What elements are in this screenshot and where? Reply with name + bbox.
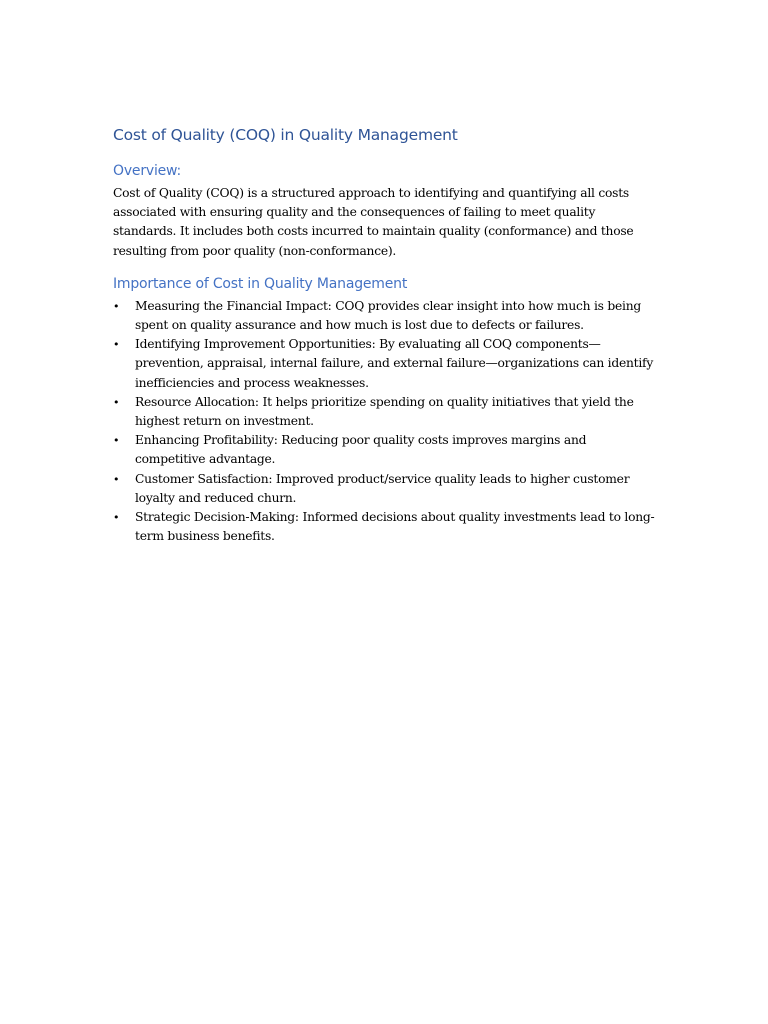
document-title: Cost of Quality (COQ) in Quality Management [113,126,458,144]
list-item-text: Measuring the Financial Impact: COQ provides clear insight into how much is being spent on quality assurance and how much is lost due to defects or failures. [135,298,641,333]
list-item [113,297,658,335]
importance-bullet-list [113,297,658,547]
bullet-icon: • [113,299,120,313]
overview-heading: Overview: [113,163,182,179]
importance-heading: Importance of Cost in Quality Management [113,275,408,292]
list-item [113,393,658,431]
list-item-text: Customer Satisfaction: Improved product/service quality leads to higher customer loyalty and reduced churn. [135,471,630,505]
list-item [113,431,658,469]
list-item [113,508,658,546]
bullet-icon: • [113,511,120,525]
list-item-text: Enhancing Profitability: Reducing poor quality costs improves margins and competitive advantage. [135,433,587,467]
list-item [113,335,658,393]
list-item-text: Resource Allocation: It helps prioritize spending on quality initiatives that yield the highest return on investment. [135,394,634,429]
document-body [113,124,658,546]
bullet-icon: • [113,472,120,486]
bullet-icon: • [113,395,120,409]
overview-paragraph: Cost of Quality (COQ) is a structured approach to identifying and quantifying all costs associated with ensuring quality and the consequences of failing to meet quality standards. It includes both costs incurred to maintain quality (conformance) and those resulting from poor quality (non-conformance). [113,186,634,258]
list-item-text: Identifying Improvement Opportunities: By evaluating all COQ components—prevention, appraisal, internal failure, and external failure—organizations can identify inefficiencies and process weaknesses. [135,337,654,390]
list-item-text: Strategic Decision-Making: Informed decisions about quality investments lead to long-term business benefits. [135,510,655,544]
list-item [113,470,658,508]
bullet-icon: • [113,338,120,352]
bullet-icon: • [113,434,120,448]
